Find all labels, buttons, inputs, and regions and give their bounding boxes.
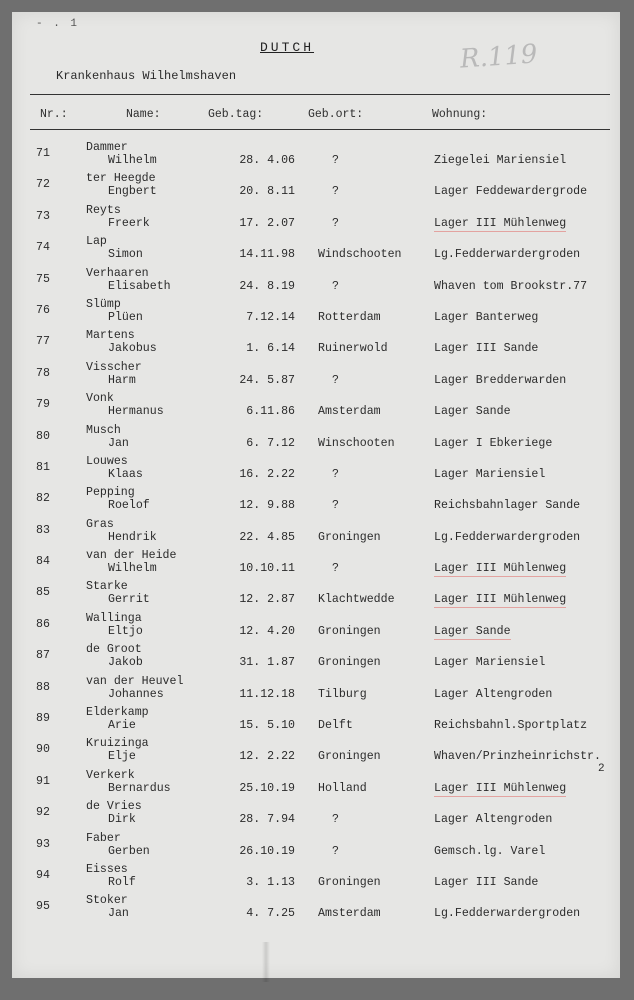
- entry-number: 82: [36, 492, 50, 506]
- residence: Reichsbahnl.Sportplatz: [434, 719, 588, 733]
- given-name: Roelof: [108, 499, 150, 513]
- entry-number: 88: [36, 680, 50, 694]
- birth-date: 14.11.98: [239, 248, 295, 262]
- entry-number: 89: [36, 712, 50, 726]
- birth-date: 12. 2.87: [239, 593, 295, 607]
- birth-date: 6.11.86: [246, 405, 295, 419]
- birth-date: 1. 6.14: [246, 342, 295, 356]
- list-item: [12, 832, 620, 863]
- birth-date: 7.12.14: [246, 310, 295, 324]
- birth-date: 22. 4.85: [239, 530, 295, 544]
- birth-place: Groningen: [318, 530, 381, 544]
- surname: Faber: [86, 831, 121, 845]
- birth-date: 10.10.11: [239, 562, 295, 576]
- given-name: Gerben: [108, 844, 150, 858]
- birth-place: Rotterdam: [318, 310, 381, 324]
- residence: Lager III Mühlenweg: [434, 781, 567, 795]
- birth-date: 3. 1.13: [246, 875, 295, 889]
- list-item: [12, 424, 620, 455]
- given-name: Eltjo: [108, 624, 143, 638]
- list-item: [12, 612, 620, 643]
- surname: Martens: [86, 329, 135, 343]
- entry-number: 95: [36, 900, 50, 914]
- birth-date: 17. 2.07: [239, 216, 295, 230]
- entry-number: 93: [36, 837, 50, 851]
- birth-place: Holland: [318, 781, 367, 795]
- birth-place: ?: [332, 467, 339, 481]
- surname: Slümp: [86, 297, 121, 311]
- birth-date: 4. 7.25: [246, 907, 295, 921]
- entry-number: 83: [36, 523, 50, 537]
- surname: Reyts: [86, 203, 121, 217]
- surname: Verkerk: [86, 768, 135, 782]
- residence: Whaven tom Brookstr.77: [434, 279, 588, 293]
- given-name: Engbert: [108, 185, 157, 199]
- list-item: [12, 800, 620, 831]
- birth-date: 15. 5.10: [239, 719, 295, 733]
- entry-number: 86: [36, 617, 50, 631]
- list-item: [12, 235, 620, 266]
- entry-number: 85: [36, 586, 50, 600]
- birth-place: Tilburg: [318, 687, 367, 701]
- given-name: Klaas: [108, 467, 143, 481]
- birth-place: Amsterdam: [318, 405, 381, 419]
- list-item: [12, 580, 620, 611]
- birth-date: 25.10.19: [239, 781, 295, 795]
- entry-number: 78: [36, 366, 50, 380]
- birth-date: 12. 4.20: [239, 624, 295, 638]
- residence: Lager Bredderwarden: [434, 373, 567, 387]
- birth-place: Windschooten: [318, 248, 402, 262]
- residence-continued: 2: [598, 763, 605, 776]
- residence: Lager Altengroden: [434, 813, 553, 827]
- given-name: Bernardus: [108, 781, 171, 795]
- surname: Verhaaren: [86, 266, 149, 280]
- residence: Ziegelei Mariensiel: [434, 154, 567, 167]
- surname: Eisses: [86, 862, 128, 876]
- given-name: Dirk: [108, 813, 136, 827]
- entry-number: 74: [36, 241, 50, 255]
- birth-date: 24. 5.87: [239, 373, 295, 387]
- given-name: Jakobus: [108, 342, 157, 356]
- entry-number: 87: [36, 649, 50, 663]
- paper-tear: [262, 942, 270, 982]
- hospital-name: Krankenhaus Wilhelmshaven: [56, 69, 237, 83]
- given-name: Rolf: [108, 875, 136, 889]
- birth-place: Groningen: [318, 624, 381, 638]
- handwritten-note: R.119: [459, 39, 539, 75]
- birth-place: Groningen: [318, 656, 381, 670]
- list-item: [12, 298, 620, 329]
- surname: de Groot: [86, 643, 142, 657]
- residence: Lager Mariensiel: [434, 656, 546, 670]
- residence: Lager III Mühlenweg: [434, 593, 567, 607]
- list-item: [12, 204, 620, 235]
- list-item: [12, 643, 620, 674]
- given-name: Freerk: [108, 216, 150, 230]
- list-item: [12, 894, 620, 925]
- document-page: [12, 12, 620, 978]
- residence: Lg.Fedderwardergroden: [434, 248, 581, 262]
- residence: Lg.Fedderwardergroden: [434, 530, 581, 544]
- birth-date: 6. 7.12: [246, 436, 295, 450]
- birth-place: Ruinerwold: [318, 342, 388, 356]
- register-list: [12, 141, 620, 926]
- birth-place: Klachtwedde: [318, 593, 395, 607]
- column-header-birthplace: Geb.ort:: [308, 108, 364, 121]
- list-item: [12, 549, 620, 580]
- given-name: Johannes: [108, 687, 164, 701]
- given-name: Arie: [108, 719, 136, 733]
- list-item: [12, 361, 620, 392]
- residence: Reichsbahnlager Sande: [434, 499, 581, 513]
- surname: Elderkamp: [86, 706, 149, 720]
- residence: Whaven/Prinzheinrichstr.: [434, 750, 601, 764]
- birth-place: ?: [332, 844, 339, 858]
- entry-number: 91: [36, 774, 50, 788]
- list-item: [12, 769, 620, 800]
- surname: Visscher: [86, 360, 142, 374]
- entry-number: 94: [36, 868, 50, 882]
- residence: Lager Sande: [434, 624, 511, 638]
- surname: Vonk: [86, 392, 114, 406]
- birth-place: Groningen: [318, 875, 381, 889]
- surname: de Vries: [86, 800, 142, 814]
- given-name: Hermanus: [108, 405, 164, 419]
- given-name: Simon: [108, 248, 143, 262]
- birth-date: 28. 7.94: [239, 813, 295, 827]
- entry-number: 81: [36, 460, 50, 474]
- residence: Lager Sande: [434, 405, 511, 419]
- birth-place: Delft: [318, 719, 353, 733]
- list-item: [12, 267, 620, 298]
- list-item: [12, 675, 620, 706]
- list-item: [12, 486, 620, 517]
- entry-number: 72: [36, 178, 50, 192]
- birth-place: ?: [332, 216, 339, 230]
- surname: van der Heide: [86, 549, 177, 563]
- birth-date: 16. 2.22: [239, 467, 295, 481]
- birth-place: ?: [332, 813, 339, 827]
- birth-date: 26.10.19: [239, 844, 295, 858]
- column-header-birthdate: Geb.tag:: [208, 108, 264, 121]
- surname: Pepping: [86, 486, 135, 500]
- surname: Lap: [86, 235, 107, 249]
- birth-place: ?: [332, 499, 339, 513]
- surname: Dammer: [86, 141, 128, 154]
- birth-place: ?: [332, 154, 339, 167]
- birth-date: 31. 1.87: [239, 656, 295, 670]
- list-item: [12, 172, 620, 203]
- given-name: Jan: [108, 907, 129, 921]
- entry-number: 90: [36, 743, 50, 757]
- residence: Lager Altengroden: [434, 687, 553, 701]
- entry-number: 77: [36, 335, 50, 349]
- list-item: [12, 706, 620, 737]
- given-name: Jakob: [108, 656, 143, 670]
- residence: Lg.Fedderwardergroden: [434, 907, 581, 921]
- document-title: DUTCH: [260, 40, 315, 55]
- list-item: [12, 141, 620, 172]
- residence: Lager III Mühlenweg: [434, 216, 567, 230]
- birth-place: ?: [332, 373, 339, 387]
- header-top-rule: [30, 94, 610, 95]
- residence: Lager Feddewardergrode: [434, 185, 588, 199]
- residence: Gemsch.lg. Varel: [434, 844, 546, 858]
- list-item: [12, 392, 620, 423]
- list-item: [12, 455, 620, 486]
- given-name: Jan: [108, 436, 129, 450]
- column-header-residence: Wohnung:: [432, 108, 488, 121]
- residence: Lager Mariensiel: [434, 467, 546, 481]
- birth-place: ?: [332, 185, 339, 199]
- entry-number: 79: [36, 398, 50, 412]
- surname: Starke: [86, 580, 128, 594]
- entry-number: 84: [36, 555, 50, 569]
- entry-number: 71: [36, 147, 50, 160]
- given-name: Elisabeth: [108, 279, 171, 293]
- surname: van der Heuvel: [86, 674, 184, 688]
- surname: Kruizinga: [86, 737, 149, 751]
- birth-place: Winschooten: [318, 436, 395, 450]
- birth-place: ?: [332, 279, 339, 293]
- entry-number: 92: [36, 806, 50, 820]
- residence: Lager Banterweg: [434, 310, 539, 324]
- surname: Gras: [86, 517, 114, 531]
- surname: ter Heegde: [86, 172, 156, 186]
- list-item: [12, 863, 620, 894]
- birth-date: 20. 8.11: [239, 185, 295, 199]
- birth-date: 24. 8.19: [239, 279, 295, 293]
- given-name: Harm: [108, 373, 136, 387]
- entry-number: 76: [36, 303, 50, 317]
- list-item: [12, 329, 620, 360]
- surname: Musch: [86, 423, 121, 437]
- given-name: Elje: [108, 750, 136, 764]
- entry-number: 80: [36, 429, 50, 443]
- residence: Lager I Ebkeriege: [434, 436, 553, 450]
- corner-mark: - . 1: [36, 18, 80, 30]
- column-header-name: Name:: [126, 108, 161, 121]
- entry-number: 73: [36, 209, 50, 223]
- entry-number: 75: [36, 272, 50, 286]
- given-name: Wilhelm: [108, 562, 157, 576]
- given-name: Wilhelm: [108, 154, 157, 167]
- given-name: Gerrit: [108, 593, 150, 607]
- birth-place: ?: [332, 562, 339, 576]
- given-name: Plüen: [108, 310, 143, 324]
- column-header-nr: Nr.:: [40, 108, 68, 121]
- birth-place: Groningen: [318, 750, 381, 764]
- given-name: Hendrik: [108, 530, 157, 544]
- list-item: [12, 518, 620, 549]
- birth-date: 11.12.18: [239, 687, 295, 701]
- surname: Wallinga: [86, 611, 142, 625]
- birth-date: 12. 2.22: [239, 750, 295, 764]
- birth-place: Amsterdam: [318, 907, 381, 921]
- birth-date: 12. 9.88: [239, 499, 295, 513]
- residence: Lager III Mühlenweg: [434, 562, 567, 576]
- surname: Louwes: [86, 454, 128, 468]
- residence: Lager III Sande: [434, 342, 539, 356]
- surname: Stoker: [86, 894, 128, 908]
- birth-date: 28. 4.06: [239, 154, 295, 167]
- residence: Lager III Sande: [434, 875, 539, 889]
- header-bottom-rule: [30, 129, 610, 130]
